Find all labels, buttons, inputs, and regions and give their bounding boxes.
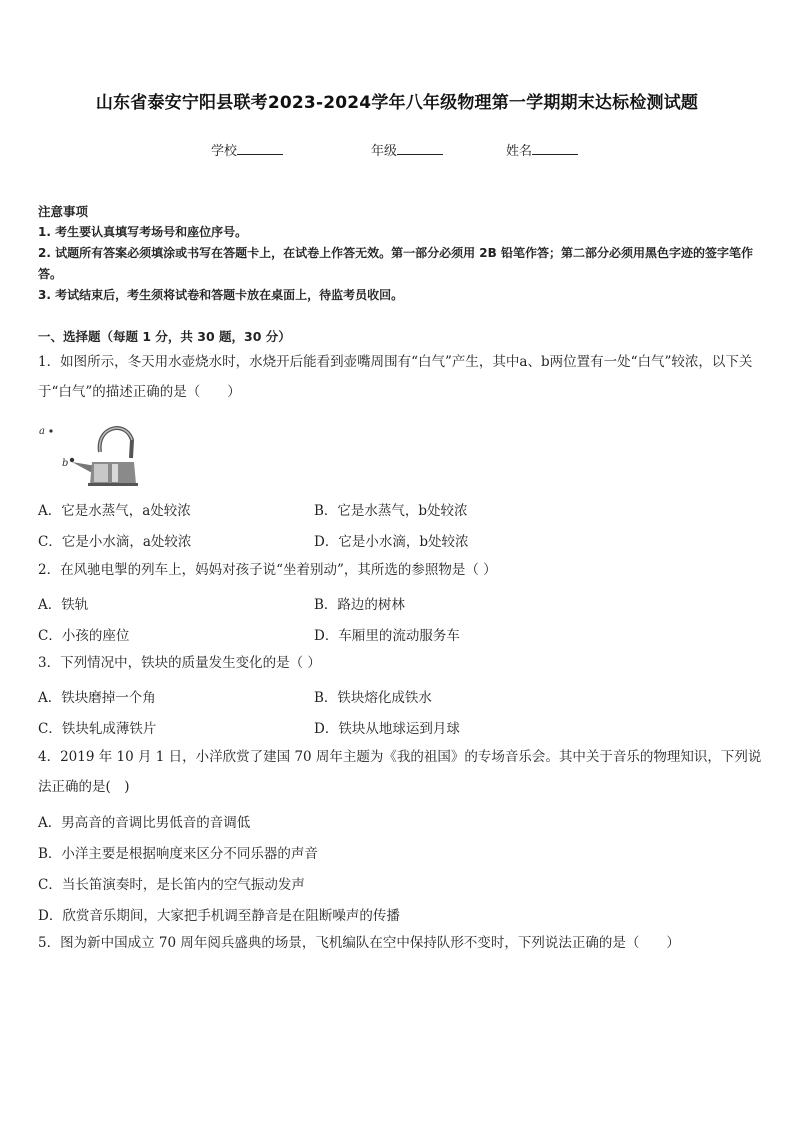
q4-option-d: D．欣赏音乐期间，大家把手机调至静音是在阻断噪声的传播 bbox=[38, 908, 400, 924]
question-1-stem: 1．如图所示，冬天用水壶烧水时，水烧开后能看到壶嘴周围有“白气”产生，其中a、b两位置有一处“白气”较浓，以下关于“白气”的描述正确的是（ ） bbox=[38, 354, 753, 400]
notice-heading: 注意事项 bbox=[38, 204, 89, 219]
q2-option-a: A．铁轨 bbox=[38, 597, 89, 613]
notice-block bbox=[38, 201, 762, 306]
q1-option-a: A．它是水蒸气，a处较浓 bbox=[38, 503, 191, 519]
school-field: 学校 bbox=[211, 140, 283, 159]
kettle-figure bbox=[38, 418, 138, 486]
notice-item: 2. 试题所有答案必须填涂或书写在答题卡上，在试卷上作答无效。第一部分必须用 2B 铅笔作答；第二部分必须用黑色字迹的签字笔作答。 bbox=[38, 246, 753, 281]
q3-option-c: C．铁块轧成薄铁片 bbox=[38, 721, 157, 737]
name-field: 姓名 bbox=[506, 140, 578, 159]
page-title: 山东省泰安宁阳县联考2023-2024学年八年级物理第一学期期末达标检测试题 bbox=[95, 93, 699, 113]
label-b: b bbox=[62, 458, 69, 469]
notice-item: 1. 考生要认真填写考场号和座位序号。 bbox=[38, 225, 248, 239]
q2-option-d: D．车厢里的流动服务车 bbox=[314, 628, 460, 644]
q4-option-b: B．小洋主要是根据响度来区分不同乐器的声音 bbox=[38, 846, 318, 862]
question-4-stem: 4．2019 年 10 月 1 日，小洋欣赏了建国 70 周年主题为《我的祖国》的专场音乐会。其中关于音乐的物理知识，下列说法正确的是( ) bbox=[38, 749, 762, 795]
q3-option-b: B．铁块熔化成铁水 bbox=[314, 690, 432, 706]
school-blank bbox=[237, 142, 283, 155]
question-2-stem: 2．在风驰电掣的列车上，妈妈对孩子说“坐着别动”，其所选的参照物是（ ） bbox=[38, 562, 497, 578]
q2-option-b: B．路边的树林 bbox=[314, 597, 405, 613]
question-5-stem: 5．图为新中国成立 70 周年阅兵盛典的场景，飞机编队在空中保持队形不变时，下列说法正确的是（ ） bbox=[38, 935, 680, 951]
q1-option-c: C．它是小水滴，a处较浓 bbox=[38, 534, 192, 550]
q4-option-a: A．男高音的音调比男低音的音调低 bbox=[38, 815, 251, 831]
grade-blank bbox=[397, 142, 443, 155]
name-blank bbox=[532, 142, 578, 155]
question-3-stem: 3．下列情况中，铁块的质量发生变化的是（ ） bbox=[38, 655, 321, 671]
grade-field: 年级 bbox=[371, 140, 443, 159]
q1-option-b: B．它是水蒸气，b处较浓 bbox=[314, 503, 468, 519]
q4-option-c: C．当长笛演奏时，是长笛内的空气振动发声 bbox=[38, 877, 305, 893]
section-heading: 一、选择题（每题 1 分，共 30 题，30 分） bbox=[38, 329, 291, 344]
q3-option-a: A．铁块磨掉一个角 bbox=[38, 690, 156, 706]
label-a: a bbox=[39, 426, 45, 437]
q3-option-d: D．铁块从地球运到月球 bbox=[314, 721, 460, 737]
kettle-icon bbox=[38, 418, 138, 486]
q1-option-d: D．它是小水滴，b处较浓 bbox=[314, 534, 469, 550]
q2-option-c: C．小孩的座位 bbox=[38, 628, 130, 644]
notice-item: 3. 考试结束后，考生须将试卷和答题卡放在桌面上，待监考员收回。 bbox=[38, 288, 404, 302]
